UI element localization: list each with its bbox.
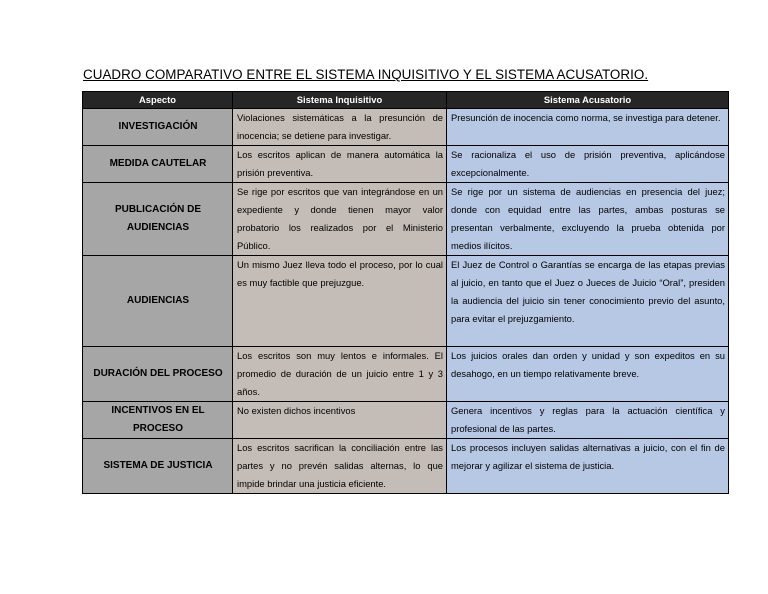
inquisitivo-cell: Violaciones sistemáticas a la presunción de inocencia; se detiene para investigar. xyxy=(233,109,447,146)
inquisitivo-cell: Se rige por escritos que van integrándose en un expediente y donde tienen mayor valor probatorio los realizados por el Ministerio Público. xyxy=(233,183,447,256)
inquisitivo-cell: Los escritos aplican de manera automática la prisión preventiva. xyxy=(233,146,447,183)
aspect-cell: PUBLICACIÓN DE AUDIENCIAS xyxy=(83,183,233,256)
header-sistema-acusatorio: Sistema Acusatorio xyxy=(447,92,729,109)
table-row xyxy=(83,347,729,402)
inquisitivo-cell: Los escritos sacrifican la conciliación entre las partes y no prevén salidas alternas, lo que impide brindar una justicia eficiente. xyxy=(233,439,447,494)
acusatorio-cell: Genera incentivos y reglas para la actuación científica y profesional de las partes. xyxy=(447,402,729,439)
table-row xyxy=(83,109,729,146)
header-sistema-inquisitivo: Sistema Inquisitivo xyxy=(233,92,447,109)
aspect-cell: INCENTIVOS EN EL PROCESO xyxy=(83,402,233,439)
table-row xyxy=(83,402,729,439)
acusatorio-cell: Los procesos incluyen salidas alternativas a juicio, con el fin de mejorar y agilizar el sistema de justicia. xyxy=(447,439,729,494)
table-row xyxy=(83,183,729,256)
inquisitivo-cell: Un mismo Juez lleva todo el proceso, por lo cual es muy factible que prejuzgue. xyxy=(233,256,447,347)
acusatorio-cell: Presunción de inocencia como norma, se investiga para detener. xyxy=(447,109,729,146)
inquisitivo-cell: Los escritos son muy lentos e informales. El promedio de duración de un juicio entre 1 y 3 años. xyxy=(233,347,447,402)
aspect-cell: INVESTIGACIÓN xyxy=(83,109,233,146)
comparison-table xyxy=(82,91,729,494)
acusatorio-cell: El Juez de Control o Garantías se encarga de las etapas previas al juicio, en tanto que el Juez o Jueces de Juicio “Oral”, presiden la audiencia del juicio sin tener conocimiento previo del asunto, para evitar el prejuzgamiento. xyxy=(447,256,729,347)
aspect-cell: AUDIENCIAS xyxy=(83,256,233,347)
table-row xyxy=(83,146,729,183)
aspect-cell: SISTEMA DE JUSTICIA xyxy=(83,439,233,494)
table-row xyxy=(83,256,729,347)
acusatorio-cell: Los juicios orales dan orden y unidad y son expeditos en su desahogo, en un tiempo relativamente breve. xyxy=(447,347,729,402)
document-title: CUADRO COMPARATIVO ENTRE EL SISTEMA INQUISITIVO Y EL SISTEMA ACUSATORIO. xyxy=(83,67,649,82)
header-aspecto: Aspecto xyxy=(83,92,233,109)
inquisitivo-cell: No existen dichos incentivos xyxy=(233,402,447,439)
aspect-cell: MEDIDA CAUTELAR xyxy=(83,146,233,183)
aspect-cell: DURACIÓN DEL PROCESO xyxy=(83,347,233,402)
acusatorio-cell: Se rige por un sistema de audiencias en presencia del juez; donde con equidad entre las partes, ambas posturas se presentan verbalmente, excluyendo la prueba obtenida por medios ilícitos. xyxy=(447,183,729,256)
table-header-row xyxy=(83,92,729,109)
acusatorio-cell: Se racionaliza el uso de prisión preventiva, aplicándose excepcionalmente. xyxy=(447,146,729,183)
table-row xyxy=(83,439,729,494)
